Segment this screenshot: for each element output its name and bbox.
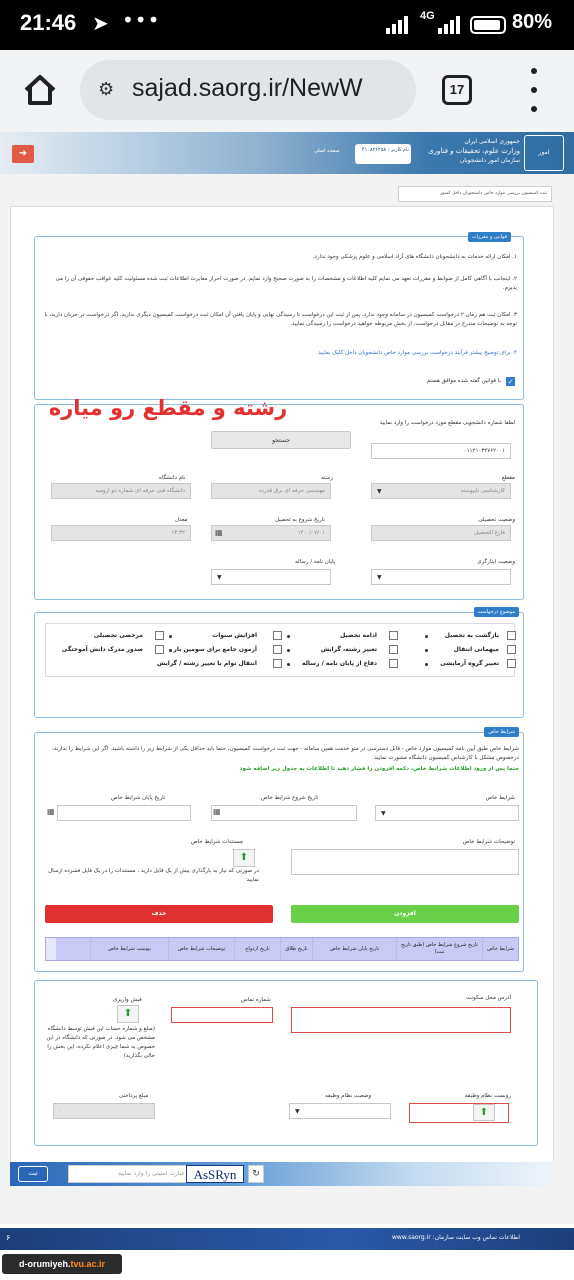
topic-label: تغییر گروه آزمایشی xyxy=(440,660,499,667)
table-header-cell: پیوست شرایط خاص xyxy=(90,938,168,960)
org-line-3: سازمان امور دانشجویان xyxy=(459,157,520,164)
topic-checkbox[interactable] xyxy=(507,631,516,640)
topic-checkbox[interactable] xyxy=(389,659,398,668)
table-header-cell: تاریخ شروع شرایط خاص (طبق تاریخ ثبت) xyxy=(396,938,482,960)
rule-1: ۱. امکان ارائه خدمات به دانشجویان دانشگاه های آزاد اسلامی و علوم پزشکی وجود ندارد. xyxy=(312,254,517,260)
grade-select[interactable]: ▼ کارشناسی ناپیوسته xyxy=(371,483,511,499)
topic-checkbox[interactable] xyxy=(155,645,164,654)
cond-end-label: تاریخ پایان شرایط خاص xyxy=(111,795,166,801)
chevron-down-icon: ▼ xyxy=(377,488,382,495)
agree-checkbox[interactable]: ✓ xyxy=(507,378,514,386)
bullet-icon xyxy=(287,649,290,652)
student-number-input[interactable]: ۰۱۱۲۱۰۳۲۷۶۲۰۰۱ xyxy=(371,443,511,459)
chevron-down-icon: ▼ xyxy=(381,810,386,817)
captcha-image: AsSRyn xyxy=(186,1165,244,1183)
phone-input[interactable] xyxy=(171,1007,273,1023)
delete-button[interactable]: حذف xyxy=(45,905,273,923)
cond-start-input[interactable] xyxy=(211,805,357,821)
upload-icon[interactable]: ⬆ xyxy=(117,1005,139,1023)
bullet-icon xyxy=(425,649,428,652)
clock: 21:46 xyxy=(20,10,77,35)
topic-checkbox[interactable] xyxy=(507,659,516,668)
table-header-cell: شرایط خاص xyxy=(482,938,518,960)
breadcrumb-tab[interactable]: ثبت کمیسیون بررسی موارد خاص دانشجویان داخل کشور xyxy=(398,186,552,202)
more-notifications-icon: ••• xyxy=(122,8,161,32)
watermark xyxy=(2,1254,122,1274)
logout-button[interactable]: ➜ xyxy=(12,145,34,163)
table-header-cell: تاریخ طلاق xyxy=(280,938,312,960)
amount-input: ۰ xyxy=(53,1103,155,1119)
topic-label: آزمون جامع برای سومین بار xyxy=(173,646,257,653)
docs-hint: در صورتی که نیاز به بارگذاری بیش از یک فایل دارید ، مستندات را در یک فایل فشرده ارسال نمایید xyxy=(48,868,259,883)
topic-label: انتقال توام با تغییر رشته / گرایش xyxy=(157,660,257,667)
address-label: آدرس محل سکونت xyxy=(466,995,511,1001)
bullet-icon xyxy=(425,663,428,666)
duty-label: وضعیت ایثارگری xyxy=(477,559,515,565)
refresh-icon[interactable]: ↻ xyxy=(248,1165,264,1183)
topic-label: مرخصی تحصیلی xyxy=(93,632,143,639)
topic-label: میهمانی انتقال xyxy=(453,646,499,653)
telegram-icon: ➤ xyxy=(92,11,109,35)
duty-select[interactable] xyxy=(371,569,511,585)
topic-checkbox[interactable] xyxy=(273,645,282,654)
search-button[interactable]: جستجو xyxy=(211,431,351,449)
table-header-cell: تاریخ پایان شرایط خاص xyxy=(312,938,396,960)
topic-label: بازگشت به تحصیل xyxy=(444,632,499,639)
request-topics-tag: موضوع درخواست xyxy=(474,607,519,617)
site-settings-icon[interactable]: ⚙ xyxy=(98,79,115,100)
watermark-right: tvu.ac.ir xyxy=(70,1259,106,1269)
thesis-select[interactable] xyxy=(211,569,331,585)
footer-page-number: ۶ xyxy=(6,1233,11,1242)
home-icon[interactable] xyxy=(20,70,60,110)
org-line-1: جمهوری اسلامی ایران xyxy=(464,138,520,145)
special-tag: شرایط خاص xyxy=(484,727,519,737)
table-scroll-cell xyxy=(46,938,56,960)
topic-label: تغییر رشته، گرایش xyxy=(320,646,377,653)
topic-checkbox[interactable] xyxy=(273,659,282,668)
handwritten-note: رشته و مقطع رو میاره xyxy=(48,396,288,420)
amount-label: مبلغ پرداختی xyxy=(119,1093,149,1099)
edu-status-label: وضعیت تحصیلی xyxy=(478,517,515,523)
table-header-cell: تاریخ ازدواج xyxy=(234,938,280,960)
topic-label: صدور مدرک دانش آموختگی xyxy=(61,646,143,653)
student-number-label: لطفا شماره دانشجویی مقطع مورد درخواست را وارد نمایید xyxy=(379,420,515,426)
agree-label: با قوانین گفته شده موافق هستم xyxy=(426,378,501,384)
menu-icon[interactable] xyxy=(528,68,540,112)
bullet-icon xyxy=(287,663,290,666)
topic-label: دفاع از پایان نامه / رساله xyxy=(302,660,377,667)
topic-label: ادامه تحصیل xyxy=(340,632,377,639)
signal-icon-2 xyxy=(438,14,460,34)
cond-desc-label: توضیحات شرایط خاص xyxy=(462,839,515,845)
docs-label: مستندات شرایط خاص xyxy=(191,839,243,845)
topic-checkbox[interactable] xyxy=(507,645,516,654)
chevron-down-icon: ▼ xyxy=(295,1108,300,1115)
phone-label: شماره تماس xyxy=(241,997,271,1003)
topic-checkbox[interactable] xyxy=(389,631,398,640)
start-date-input: ۱۴۰۰/۰۷/۰۱ xyxy=(211,525,331,541)
topic-checkbox[interactable] xyxy=(273,631,282,640)
cond-end-input[interactable] xyxy=(57,805,191,821)
rule-2: ۲. اینجانب با آگاهی کامل از ضوابط و مقررات تعهد می نمایم کلیه اطلاعات و مشخصات را به صورت صحیح وارد نمایم. در صورت احراز مغایرت اطلاعات ثبت شده مسئولیت کلیه عواقب حقوقی آن را می پذیرم. xyxy=(55,276,517,291)
network-type: 4G xyxy=(420,10,435,22)
org-line-2: وزارت علوم، تحقیقات و فناوری xyxy=(428,147,520,155)
edu-status-input: فارغ التحصیل xyxy=(371,525,511,541)
contact-section xyxy=(34,980,538,1146)
upload-icon[interactable]: ⬆ xyxy=(233,849,255,867)
captcha-input[interactable]: عبارت امنیتی را وارد نمایید xyxy=(68,1165,190,1183)
add-button[interactable]: افزودن xyxy=(291,905,519,923)
upload-icon[interactable]: ⬆ xyxy=(473,1104,495,1121)
site-footer xyxy=(0,1228,574,1250)
special-desc: شرایط خاص طبق آیین نامه کمیسیون موارد خاص - قابل دسترسی در منو خدمت همین سامانه - جهت ثبت درخواست کمیسیون، حتما باید حداقل یکی از شرایط زیر را داشته باشید. اگر این شرایط را ندارید، درخصوص مشکل با کارشناس کمیسیون دانشگاه مشورت نمایید xyxy=(52,746,519,761)
address-input[interactable] xyxy=(291,1007,511,1033)
calendar-icon[interactable]: ▦ xyxy=(213,807,221,816)
topic-label: افزایش سنوات xyxy=(212,632,257,639)
special-note: حتما پس از ورود اطلاعات شرایط خاص، دکمه افزودن را فشار دهید تا اطلاعات به جدول زیر اضافه شود xyxy=(239,766,519,772)
site-header xyxy=(0,132,574,174)
gpa-label: معدل xyxy=(175,517,188,523)
bullet-icon xyxy=(169,649,172,652)
calendar-icon[interactable]: ▦ xyxy=(47,807,55,816)
home-link[interactable]: صفحه اصلی xyxy=(314,148,340,154)
bullet-icon xyxy=(169,635,172,638)
receipt-hint: (مبلغ و شماره حساب این فیش توسط دانشگاه مشخص می شود. در صورتی که دانشگاه در این خصوص به شما چیزی اعلام نکرده، این بخش را خالی بگذارید) xyxy=(46,1026,155,1059)
address-bar[interactable] xyxy=(80,60,416,120)
request-topics-section xyxy=(34,609,524,718)
topic-checkbox[interactable] xyxy=(389,645,398,654)
cond-start-label: تاریخ شروع شرایط خاص xyxy=(261,795,319,801)
field-input: مهندسی حرفه ای برق قدرت xyxy=(211,483,331,499)
university-label: نام دانشگاه xyxy=(159,475,186,481)
military-doc-label: روبست نظام وظیفه xyxy=(464,1093,511,1099)
username-box: نام کاربر : ۴۱۰۸۲۶۴۵۸ xyxy=(355,144,411,164)
table-header-cell: توضیحات شرایط خاص xyxy=(168,938,234,960)
calendar-icon: ▦ xyxy=(215,528,223,537)
signal-icon xyxy=(386,14,408,34)
footer-text[interactable]: اطلاعات تماس وب سایت سازمان: www.saorg.ir xyxy=(392,1234,520,1241)
university-input: دانشگاه فنی حرفه ای شماره دو ارومیه xyxy=(51,483,191,499)
rule-3: ۳. امکان ثبت هم زمان ۲ درخواست کمیسیون در سامانه وجود ندارد. پس از ثبت این درخواست تا رسیدگی نهایی و پایان یافتن آن امکان ثبت درخواست کمیسیون دیگری ندارید. اگر درخواست در جریان دارید، با توجه به توضیحات مندرج در مقابل درخواست، از بخش مربوطه خواهید درخواست را رسیدگی نمایید. xyxy=(44,312,517,327)
topic-checkbox[interactable] xyxy=(155,631,164,640)
browser-toolbar xyxy=(0,50,574,132)
tab-switcher-button[interactable]: 17 xyxy=(442,75,472,105)
special-section xyxy=(34,729,524,972)
rules-section xyxy=(34,236,524,400)
url-text[interactable]: sajad.saorg.ir/NewW xyxy=(132,74,363,102)
bullet-icon xyxy=(425,635,428,638)
cond-select[interactable] xyxy=(375,805,519,821)
conditions-table-header xyxy=(45,937,519,961)
watermark-left: d-orumiyeh. xyxy=(18,1259,71,1269)
action-bar xyxy=(10,1162,554,1186)
battery-percent: 80% xyxy=(512,11,553,33)
grade-label: مقطع xyxy=(501,475,515,481)
status-bar xyxy=(0,0,574,50)
battery-icon xyxy=(470,16,506,34)
chevron-down-icon: ▼ xyxy=(377,574,382,581)
cond-label: شرایط خاص xyxy=(485,795,515,801)
save-button[interactable]: ثبت xyxy=(18,1166,48,1182)
cond-desc-input[interactable] xyxy=(291,849,519,875)
military-label: وضعیت نظام وظیفه xyxy=(325,1093,372,1099)
rules-tag: قوانین و مقررات xyxy=(468,232,511,242)
chevron-down-icon: ▼ xyxy=(217,574,222,581)
start-date-label: تاریخ شروع به تحصیل xyxy=(275,517,325,523)
military-select[interactable] xyxy=(289,1103,391,1119)
gpa-input: ۱۳.۳۲ xyxy=(51,525,191,541)
student-section xyxy=(34,404,524,600)
receipt-label: فیش واریزی xyxy=(113,997,142,1003)
rule-4-link[interactable]: ۴. برای توضیح بیشتر فرآیند درخواست بررسی موارد خاص دانشجویان داخل کلیک نمایید xyxy=(318,350,517,356)
thesis-label: پایان نامه / رساله xyxy=(295,559,336,565)
bullet-icon xyxy=(287,635,290,638)
field-label: رشته xyxy=(321,475,333,481)
logo: امور xyxy=(524,135,564,171)
